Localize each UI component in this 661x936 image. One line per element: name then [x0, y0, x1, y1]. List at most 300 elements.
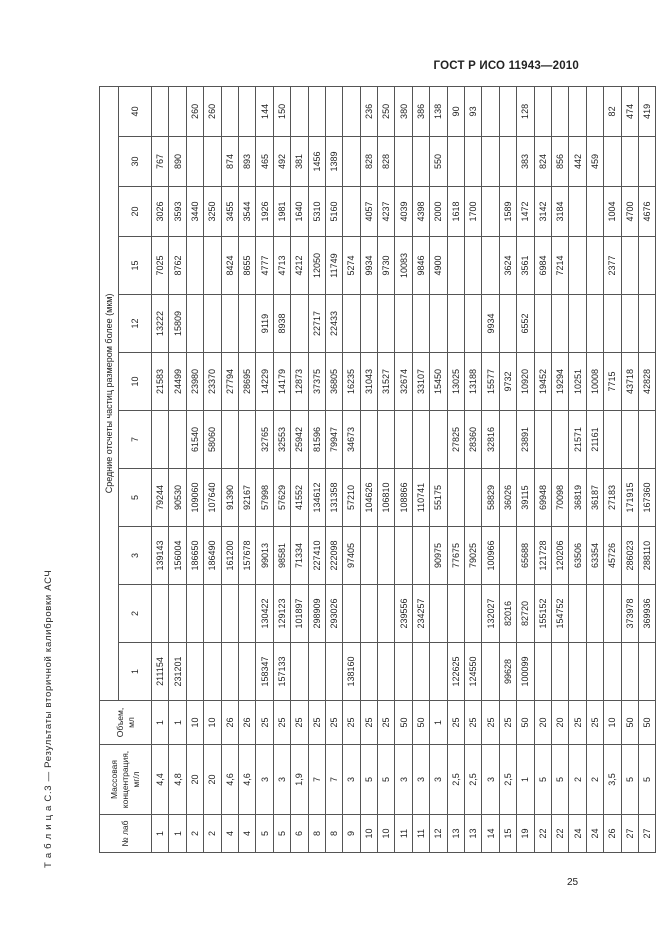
- table-cell: 121728: [534, 527, 551, 585]
- table-cell: 155152: [534, 585, 551, 643]
- table-cell: 50: [621, 701, 638, 745]
- table-cell: 33107: [412, 353, 429, 411]
- table-cell: 10083: [395, 237, 412, 295]
- table-cell: [395, 295, 412, 353]
- table-cell: 25: [325, 701, 342, 745]
- table-cell: 5: [534, 745, 551, 815]
- table-cell: [221, 585, 238, 643]
- table-cell: 99628: [499, 643, 516, 701]
- table-cell: [465, 469, 482, 527]
- table-cell: [169, 585, 186, 643]
- table-row: [482, 86, 499, 852]
- table-cell: [169, 86, 186, 136]
- table-cell: 21161: [586, 411, 603, 469]
- table-cell: 5: [256, 815, 273, 853]
- table-cell: 3142: [534, 187, 551, 237]
- table-row: [621, 86, 638, 852]
- table-cell: [534, 86, 551, 136]
- table-cell: [204, 237, 221, 295]
- header-size: 1: [119, 643, 152, 701]
- table-cell: 138160: [343, 643, 360, 701]
- table-cell: 767: [152, 137, 169, 187]
- table-row: [604, 86, 621, 852]
- table-cell: 6984: [534, 237, 551, 295]
- table-cell: 222098: [325, 527, 342, 585]
- table-cell: 36026: [499, 469, 516, 527]
- table-cell: 2000: [430, 187, 447, 237]
- table-cell: 2: [204, 815, 221, 853]
- table-cell: [238, 411, 255, 469]
- table-cell: 26: [604, 815, 621, 853]
- table-cell: 4237: [378, 187, 395, 237]
- table-cell: [360, 527, 377, 585]
- table-cell: 1: [430, 701, 447, 745]
- table-cell: 4,4: [152, 745, 169, 815]
- table-cell: [186, 137, 203, 187]
- table-cell: [395, 137, 412, 187]
- table-cell: 288110: [638, 527, 655, 585]
- table-cell: 7715: [604, 353, 621, 411]
- table-cell: 10251: [569, 353, 586, 411]
- table-cell: 90: [447, 86, 464, 136]
- table-cell: 79025: [465, 527, 482, 585]
- table-cell: 381: [291, 137, 308, 187]
- table-cell: 27: [621, 815, 638, 853]
- table-cell: 98581: [273, 527, 290, 585]
- table-cell: [621, 137, 638, 187]
- table-cell: 100966: [482, 527, 499, 585]
- table-cell: 9846: [412, 237, 429, 295]
- table-cell: 109060: [186, 469, 203, 527]
- table-cell: [186, 585, 203, 643]
- table-cell: 373978: [621, 585, 638, 643]
- header-size: 5: [119, 469, 152, 527]
- table-cell: 4212: [291, 237, 308, 295]
- table-cell: 27794: [221, 353, 238, 411]
- table-cell: [499, 527, 516, 585]
- header-size: 12: [119, 295, 152, 353]
- table-row: [169, 86, 186, 852]
- table-cell: 150: [273, 86, 290, 136]
- table-cell: 20: [204, 745, 221, 815]
- table-cell: [308, 86, 325, 136]
- table-cell: 856: [551, 137, 568, 187]
- table-cell: [638, 411, 655, 469]
- table-cell: 63506: [569, 527, 586, 585]
- table-cell: 1981: [273, 187, 290, 237]
- calibration-table: [99, 86, 656, 853]
- table-cell: 21583: [152, 353, 169, 411]
- table-cell: [569, 295, 586, 353]
- table-cell: 260: [204, 86, 221, 136]
- table-cell: 69948: [534, 469, 551, 527]
- table-cell: 1: [169, 815, 186, 853]
- table-cell: 828: [378, 137, 395, 187]
- table-cell: [638, 237, 655, 295]
- table-cell: 65688: [517, 527, 534, 585]
- table-cell: 1618: [447, 187, 464, 237]
- table-cell: 58060: [204, 411, 221, 469]
- table-cell: 828: [360, 137, 377, 187]
- table-cell: 3: [482, 745, 499, 815]
- table-cell: 12873: [291, 353, 308, 411]
- table-cell: 81596: [308, 411, 325, 469]
- header-size: 30: [119, 137, 152, 187]
- table-cell: 50: [395, 701, 412, 745]
- table-cell: [152, 411, 169, 469]
- table-cell: 186490: [204, 527, 221, 585]
- table-cell: 7: [308, 745, 325, 815]
- table-cell: 156004: [169, 527, 186, 585]
- table-cell: 157678: [238, 527, 255, 585]
- table-cell: 28695: [238, 353, 255, 411]
- table-cell: 4057: [360, 187, 377, 237]
- table-cell: 3: [343, 745, 360, 815]
- table-cell: 211154: [152, 643, 169, 701]
- table-cell: [447, 237, 464, 295]
- table-cell: 9732: [499, 353, 516, 411]
- table-cell: 459: [586, 137, 603, 187]
- table-cell: 250: [378, 86, 395, 136]
- table-cell: [586, 643, 603, 701]
- table-cell: [360, 643, 377, 701]
- table-cell: 1: [152, 815, 169, 853]
- table-cell: 20: [551, 701, 568, 745]
- table-cell: [343, 295, 360, 353]
- table-cell: [430, 295, 447, 353]
- table-cell: 4: [238, 815, 255, 853]
- header-size: 15: [119, 237, 152, 295]
- table-cell: [569, 86, 586, 136]
- table-cell: [412, 527, 429, 585]
- table-cell: 25: [482, 701, 499, 745]
- table-cell: 9934: [360, 237, 377, 295]
- table-cell: 3561: [517, 237, 534, 295]
- table-cell: 4900: [430, 237, 447, 295]
- table-cell: 100099: [517, 643, 534, 701]
- table-cell: [586, 237, 603, 295]
- table-cell: 4713: [273, 237, 290, 295]
- table-cell: 1700: [465, 187, 482, 237]
- table-row: [430, 86, 447, 852]
- table-row: [186, 86, 203, 852]
- table-cell: [430, 585, 447, 643]
- table-cell: 2: [569, 745, 586, 815]
- table-cell: 32553: [273, 411, 290, 469]
- table-cell: [447, 137, 464, 187]
- table-row: [291, 86, 308, 852]
- table-cell: 8: [308, 815, 325, 853]
- table-cell: [621, 411, 638, 469]
- table-cell: 26: [238, 701, 255, 745]
- table-cell: 37375: [308, 353, 325, 411]
- header-volume: Объем, мл: [100, 701, 152, 745]
- table-cell: 893: [238, 137, 255, 187]
- table-cell: 5274: [343, 237, 360, 295]
- header-size-group: Средние отсчеты частиц размером более (мкм): [100, 86, 119, 700]
- table-cell: [378, 295, 395, 353]
- table-cell: [482, 86, 499, 136]
- table-cell: 58829: [482, 469, 499, 527]
- table-cell: 120206: [551, 527, 568, 585]
- table-cell: 419: [638, 86, 655, 136]
- header-size: 2: [119, 585, 152, 643]
- table-cell: 36819: [569, 469, 586, 527]
- table-cell: 26: [221, 701, 238, 745]
- page-number: 25: [567, 877, 579, 888]
- table-cell: [586, 295, 603, 353]
- table-cell: [395, 527, 412, 585]
- table-cell: 23980: [186, 353, 203, 411]
- table-cell: 15577: [482, 353, 499, 411]
- table-cell: 5310: [308, 187, 325, 237]
- table-cell: 3026: [152, 187, 169, 237]
- table-row: [551, 86, 568, 852]
- table-cell: 6: [291, 815, 308, 853]
- table-cell: [482, 237, 499, 295]
- table-cell: 139143: [152, 527, 169, 585]
- table-cell: [551, 295, 568, 353]
- table-cell: 167360: [638, 469, 655, 527]
- header-size: 10: [119, 353, 152, 411]
- table-cell: 134612: [308, 469, 325, 527]
- table-cell: 23891: [517, 411, 534, 469]
- table-cell: 22717: [308, 295, 325, 353]
- table-cell: 36805: [325, 353, 342, 411]
- table-cell: 15809: [169, 295, 186, 353]
- table-cell: 260: [186, 86, 203, 136]
- table-cell: 79947: [325, 411, 342, 469]
- table-cell: 1: [152, 701, 169, 745]
- table-cell: 10: [604, 701, 621, 745]
- table-caption: Т а б л и ц а С.3 — Результаты вторичной калибровки АСЧ: [43, 569, 54, 868]
- table-cell: 71334: [291, 527, 308, 585]
- table-cell: 14: [482, 815, 499, 853]
- table-cell: [430, 411, 447, 469]
- table-cell: 57629: [273, 469, 290, 527]
- table-cell: 3440: [186, 187, 203, 237]
- table-cell: [482, 187, 499, 237]
- table-cell: [621, 237, 638, 295]
- table-cell: 15: [499, 815, 516, 853]
- table-cell: [499, 411, 516, 469]
- table-cell: [586, 187, 603, 237]
- table-cell: 5: [621, 745, 638, 815]
- table-cell: [325, 643, 342, 701]
- table-cell: 36187: [586, 469, 603, 527]
- table-cell: [621, 295, 638, 353]
- table-cell: 19452: [534, 353, 551, 411]
- table-cell: 20: [186, 745, 203, 815]
- table-cell: 32765: [256, 411, 273, 469]
- table-cell: 122625: [447, 643, 464, 701]
- table-cell: 25: [291, 701, 308, 745]
- table-cell: 8: [325, 815, 342, 853]
- table-cell: 101897: [291, 585, 308, 643]
- table-cell: 25: [569, 701, 586, 745]
- table-cell: 12050: [308, 237, 325, 295]
- table-cell: [447, 295, 464, 353]
- table-cell: 4777: [256, 237, 273, 295]
- table-cell: 1472: [517, 187, 534, 237]
- table-cell: [238, 86, 255, 136]
- table-cell: 824: [534, 137, 551, 187]
- table-cell: 161200: [221, 527, 238, 585]
- table-cell: [586, 86, 603, 136]
- table-cell: 10: [204, 701, 221, 745]
- table-row: [343, 86, 360, 852]
- table-cell: [204, 585, 221, 643]
- table-cell: 22: [534, 815, 551, 853]
- table-cell: 1456: [308, 137, 325, 187]
- table-cell: 10: [186, 701, 203, 745]
- table-cell: 9934: [482, 295, 499, 353]
- table-cell: [447, 469, 464, 527]
- table-cell: [638, 137, 655, 187]
- table-cell: 132027: [482, 585, 499, 643]
- table-row: [378, 86, 395, 852]
- table-cell: 239556: [395, 585, 412, 643]
- table-cell: 298909: [308, 585, 325, 643]
- table-cell: 25: [499, 701, 516, 745]
- table-cell: 3250: [204, 187, 221, 237]
- table-cell: 4,6: [221, 745, 238, 815]
- table-cell: 25: [273, 701, 290, 745]
- table-cell: 28360: [465, 411, 482, 469]
- table-cell: 2377: [604, 237, 621, 295]
- table-cell: 1926: [256, 187, 273, 237]
- table-cell: 4700: [621, 187, 638, 237]
- table-row: [152, 86, 169, 852]
- table-cell: [551, 643, 568, 701]
- table-cell: 8655: [238, 237, 255, 295]
- table-cell: 4,6: [238, 745, 255, 815]
- table-cell: 3: [412, 745, 429, 815]
- table-row: [465, 86, 482, 852]
- table-cell: 3,5: [604, 745, 621, 815]
- table-cell: [186, 295, 203, 353]
- table-cell: 1: [169, 701, 186, 745]
- table-cell: 50: [517, 701, 534, 745]
- table-cell: 3: [273, 745, 290, 815]
- table-cell: [343, 585, 360, 643]
- table-cell: 7214: [551, 237, 568, 295]
- table-cell: 492: [273, 137, 290, 187]
- table-cell: 25: [308, 701, 325, 745]
- table-row: [273, 86, 290, 852]
- table-cell: 4: [221, 815, 238, 853]
- table-cell: 27825: [447, 411, 464, 469]
- table-cell: 3593: [169, 187, 186, 237]
- table-cell: [343, 187, 360, 237]
- table-cell: 1: [517, 745, 534, 815]
- table-cell: 11: [412, 815, 429, 853]
- table-cell: 8424: [221, 237, 238, 295]
- table-cell: [534, 643, 551, 701]
- table-cell: [569, 585, 586, 643]
- table-row: [447, 86, 464, 852]
- table-cell: 1640: [291, 187, 308, 237]
- table-cell: [465, 137, 482, 187]
- table-cell: 474: [621, 86, 638, 136]
- table-cell: 8938: [273, 295, 290, 353]
- table-cell: [412, 643, 429, 701]
- table-cell: [291, 295, 308, 353]
- table-cell: [221, 86, 238, 136]
- table-cell: 5: [360, 745, 377, 815]
- table-cell: [395, 411, 412, 469]
- table-cell: 13222: [152, 295, 169, 353]
- table-cell: 22433: [325, 295, 342, 353]
- table-cell: [378, 411, 395, 469]
- table-cell: 27183: [604, 469, 621, 527]
- table-cell: 97405: [343, 527, 360, 585]
- table-cell: 50: [638, 701, 655, 745]
- table-cell: [586, 585, 603, 643]
- table-cell: [499, 86, 516, 136]
- table-cell: [430, 643, 447, 701]
- table-cell: [325, 86, 342, 136]
- table-row: [569, 86, 586, 852]
- table-cell: 157133: [273, 643, 290, 701]
- table-cell: [360, 585, 377, 643]
- header-concentration: Массовая концентрация, мг/л: [100, 745, 152, 815]
- header-size: 20: [119, 187, 152, 237]
- header-size: 3: [119, 527, 152, 585]
- table-cell: [412, 137, 429, 187]
- table-cell: 138: [430, 86, 447, 136]
- table-row: [360, 86, 377, 852]
- table-cell: [238, 643, 255, 701]
- table-cell: [551, 86, 568, 136]
- table-cell: 1004: [604, 187, 621, 237]
- table-cell: 106810: [378, 469, 395, 527]
- table-cell: 22: [551, 815, 568, 853]
- table-row: [517, 86, 534, 852]
- table-cell: [291, 86, 308, 136]
- table-cell: [238, 585, 255, 643]
- table-cell: [412, 411, 429, 469]
- table-cell: 286023: [621, 527, 638, 585]
- table-cell: 154752: [551, 585, 568, 643]
- table-cell: 31527: [378, 353, 395, 411]
- table-cell: 14179: [273, 353, 290, 411]
- table-cell: [186, 237, 203, 295]
- table-cell: 91390: [221, 469, 238, 527]
- table-cell: 9: [343, 815, 360, 853]
- table-cell: 171915: [621, 469, 638, 527]
- table-cell: 369936: [638, 585, 655, 643]
- table-cell: 99013: [256, 527, 273, 585]
- table-cell: 465: [256, 137, 273, 187]
- table-cell: 13025: [447, 353, 464, 411]
- table-cell: 2: [186, 815, 203, 853]
- table-cell: 129123: [273, 585, 290, 643]
- table-cell: [343, 137, 360, 187]
- table-cell: [551, 411, 568, 469]
- header-size: 7: [119, 411, 152, 469]
- table-cell: 5: [273, 815, 290, 853]
- table-row: [395, 86, 412, 852]
- table-cell: 27: [638, 815, 655, 853]
- table-cell: 890: [169, 137, 186, 187]
- table-cell: [499, 137, 516, 187]
- table-cell: 21571: [569, 411, 586, 469]
- table-cell: [152, 86, 169, 136]
- table-cell: 227410: [308, 527, 325, 585]
- table-cell: 79244: [152, 469, 169, 527]
- table-cell: [169, 411, 186, 469]
